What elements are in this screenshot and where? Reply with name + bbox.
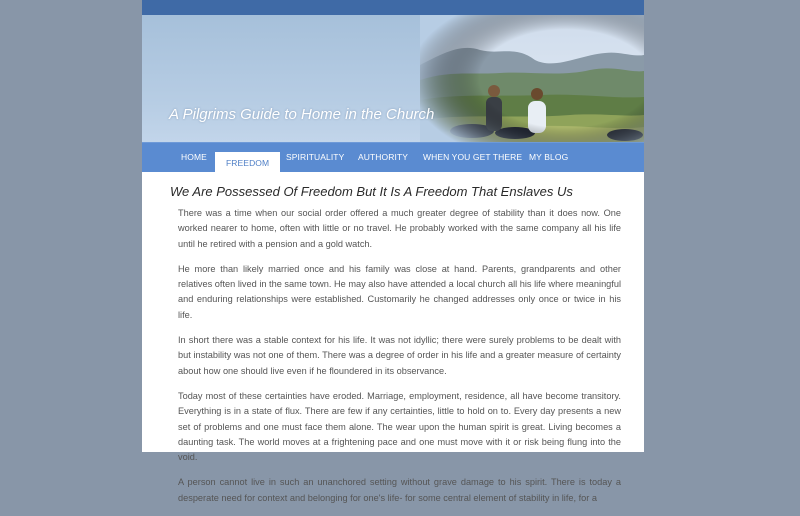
top-bar <box>142 0 644 15</box>
article-paragraph: He more than likely married once and his family was close at hand. Parents, grandparents and other relatives often lived in the same town. He may also have attended a local church all his life where meaningful and enduring relationships were established. Customarily he changed addresses only once or twice in his life. <box>178 263 621 320</box>
nav-my-blog[interactable]: MY BLOG <box>529 152 569 162</box>
article-paragraph: Today most of these certainties have eroded. Marriage, employment, residence, all have become transitory. Everything is in a state of flux. There are few if any certainties, little to hold on to. Every day presents a new set of problems and one must face them alone. The wear upon the human spirit is great. Living becomes a daunting task. The world moves at a frightening pace and one must move with it or risk being flung into the void. <box>178 390 621 463</box>
nav-authority[interactable]: AUTHORITY <box>358 152 409 162</box>
article-heading: We Are Possessed Of Freedom But It Is A Freedom That Enslaves Us <box>170 184 573 199</box>
article-paragraph: There was a time when our social order offered a much greater degree of stability than it does now. One worked nearer to home, often with little or no travel. He probably worked with the same company all his life until he retired with a pension and a gold watch. <box>178 208 621 249</box>
header-banner <box>142 15 644 142</box>
site-title: A Pilgrims Guide to Home in the Church <box>169 106 435 123</box>
article-body <box>178 206 621 516</box>
header-photo <box>420 15 644 142</box>
nav-when-you-get-there[interactable]: WHEN YOU GET THERE <box>423 152 523 162</box>
main-nav <box>142 142 644 172</box>
article-paragraph: A person cannot live in such an unanchored setting without grave damage to his spirit. There is today a desperate need for context and belonging for one's life- for some central element of stability in life, for a <box>178 477 621 503</box>
page-container <box>142 0 644 503</box>
nav-freedom[interactable]: FREEDOM <box>215 152 280 178</box>
nav-home[interactable]: HOME <box>181 152 207 162</box>
nav-spirituality[interactable]: SPIRITUALITY <box>286 152 345 162</box>
article-paragraph: In short there was a stable context for his life. It was not idyllic; there were surely problems to be dealt with but instability was not one of them. There was a degree of order in his life and a greater measure of certainty about how one should live even if he floundered in its observance. <box>178 335 621 376</box>
